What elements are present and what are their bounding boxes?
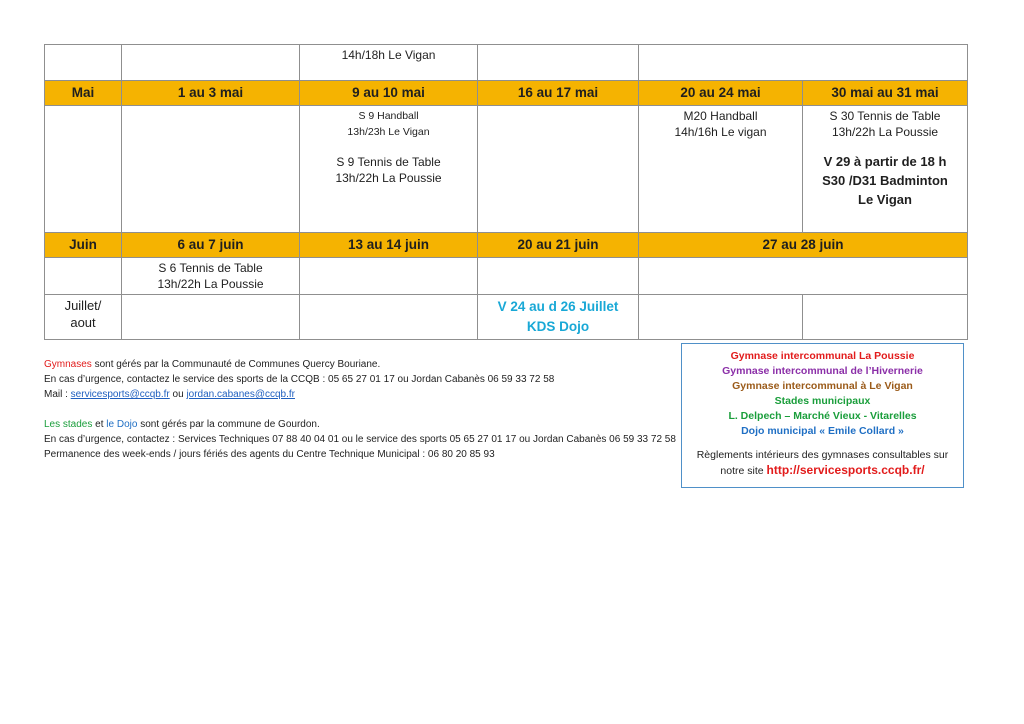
schedule-table: [44, 44, 968, 340]
note-text: ou: [169, 389, 187, 400]
note-line: Permanence des week-ends / jours fériés des agents du Centre Technique Municipal : 06 80 20 85 93: [44, 449, 495, 460]
cell: [639, 258, 968, 295]
cell: [478, 106, 639, 233]
event-text: S 6 Tennis de Table: [158, 261, 263, 275]
month-label: Mai: [45, 81, 122, 106]
date-range: 27 au 28 juin: [639, 233, 968, 258]
cell: [639, 295, 803, 340]
rules-text: notre site: [720, 465, 767, 477]
date-range: 30 mai au 31 mai: [803, 81, 968, 106]
cell: [803, 106, 968, 233]
legend-box: [681, 343, 964, 488]
cell: [300, 106, 478, 233]
site-link[interactable]: http://servicesports.ccqb.fr/: [766, 463, 925, 477]
legend-item: Stades municipaux: [774, 395, 871, 407]
cell: [639, 106, 803, 233]
date-range: 20 au 21 juin: [478, 233, 639, 258]
cell: [45, 45, 122, 81]
stades-label: Les stades: [44, 419, 93, 430]
month-label-cell: [45, 295, 122, 340]
cell: [300, 258, 478, 295]
event-text: S30 /D31 Badminton: [822, 173, 948, 188]
juillet-row: [45, 295, 968, 340]
email-link-jordan[interactable]: jordan.cabanes@ccqb.fr: [186, 389, 295, 400]
cell: [478, 45, 639, 81]
month-label: Juillet/: [64, 298, 102, 313]
cell: [122, 258, 300, 295]
rules-line: [682, 463, 963, 479]
juin-body-row: [45, 258, 968, 295]
event-text: S 9 Tennis de Table: [336, 155, 441, 169]
legend-item: Dojo municipal « Emile Collard »: [741, 425, 904, 437]
date-range: 6 au 7 juin: [122, 233, 300, 258]
cell: [478, 258, 639, 295]
rules-text: Règlements intérieurs des gymnases consultables sur: [696, 449, 949, 461]
date-range: 1 au 3 mai: [122, 81, 300, 106]
note-line: En cas d’urgence, contactez le service des sports de la CCQB : 05 65 27 01 17 ou Jordan Cabanès 06 59 33 72 58: [44, 374, 555, 385]
event-text: 14h/16h Le vigan: [674, 125, 767, 139]
note-line: En cas d’urgence, contactez : Services Techniques 07 88 40 04 01 ou le service des sports 05 65 27 01 17 ou Jordan Cabanès 06 59 33 72 58: [44, 434, 676, 445]
dojo-label: le Dojo: [106, 419, 138, 430]
cell: [122, 45, 300, 81]
event-text: 13h/22h La Poussie: [157, 277, 264, 291]
mai-header-row: [45, 81, 968, 106]
note-text: et: [92, 419, 107, 430]
date-range: 13 au 14 juin: [300, 233, 478, 258]
cell: [45, 258, 122, 295]
event-text: 13h/22h La Poussie: [335, 171, 442, 185]
legend-item: L. Delpech – Marché Vieux - Vitarelles: [728, 410, 917, 422]
cell: [45, 106, 122, 233]
date-range: 16 au 17 mai: [478, 81, 639, 106]
event-text: V 29 à partir de 18 h: [823, 154, 947, 169]
month-label: aout: [70, 315, 96, 330]
event-text: KDS Dojo: [526, 319, 590, 334]
mai-body-row: [45, 106, 968, 233]
note-text: sont gérés par la commune de Gourdon.: [137, 419, 320, 430]
cell: [803, 295, 968, 340]
cell: [639, 45, 968, 81]
legend-item: Gymnase intercommunal La Poussie: [730, 350, 915, 362]
cell: [300, 45, 478, 81]
cell: [478, 295, 639, 340]
email-link-servicesports[interactable]: servicesports@ccqb.fr: [70, 389, 170, 400]
cell: [122, 106, 300, 233]
month-label: Juin: [45, 233, 122, 258]
event-text: 13h/22h La Poussie: [831, 125, 939, 139]
event-text: S 30 Tennis de Table: [829, 109, 941, 123]
management-notes: [44, 357, 684, 462]
event-text: M20 Handball: [683, 109, 758, 123]
event-text: 13h/23h Le Vigan: [347, 126, 430, 138]
event-text: V 24 au d 26 Juillet: [497, 299, 619, 314]
note-line: [44, 417, 684, 432]
legend-item: Gymnase intercommunal de l’Hivernerie: [722, 365, 923, 377]
note-text: Mail :: [44, 389, 71, 400]
note-line: [44, 357, 684, 372]
note-text: sont gérés par la Communauté de Communes Quercy Bouriane.: [91, 359, 381, 370]
note-line: [44, 387, 684, 402]
event-text: Le Vigan: [858, 192, 912, 207]
juin-header-row: [45, 233, 968, 258]
legend-item: Gymnase intercommunal à Le Vigan: [732, 380, 913, 392]
gymnases-label: Gymnases: [44, 359, 92, 370]
top-row: [45, 45, 968, 81]
cell: [300, 295, 478, 340]
event-text: S 9 Handball: [358, 110, 419, 122]
event-text: 14h/18h Le Vigan: [341, 48, 436, 62]
date-range: 9 au 10 mai: [300, 81, 478, 106]
cell: [122, 295, 300, 340]
date-range: 20 au 24 mai: [639, 81, 803, 106]
